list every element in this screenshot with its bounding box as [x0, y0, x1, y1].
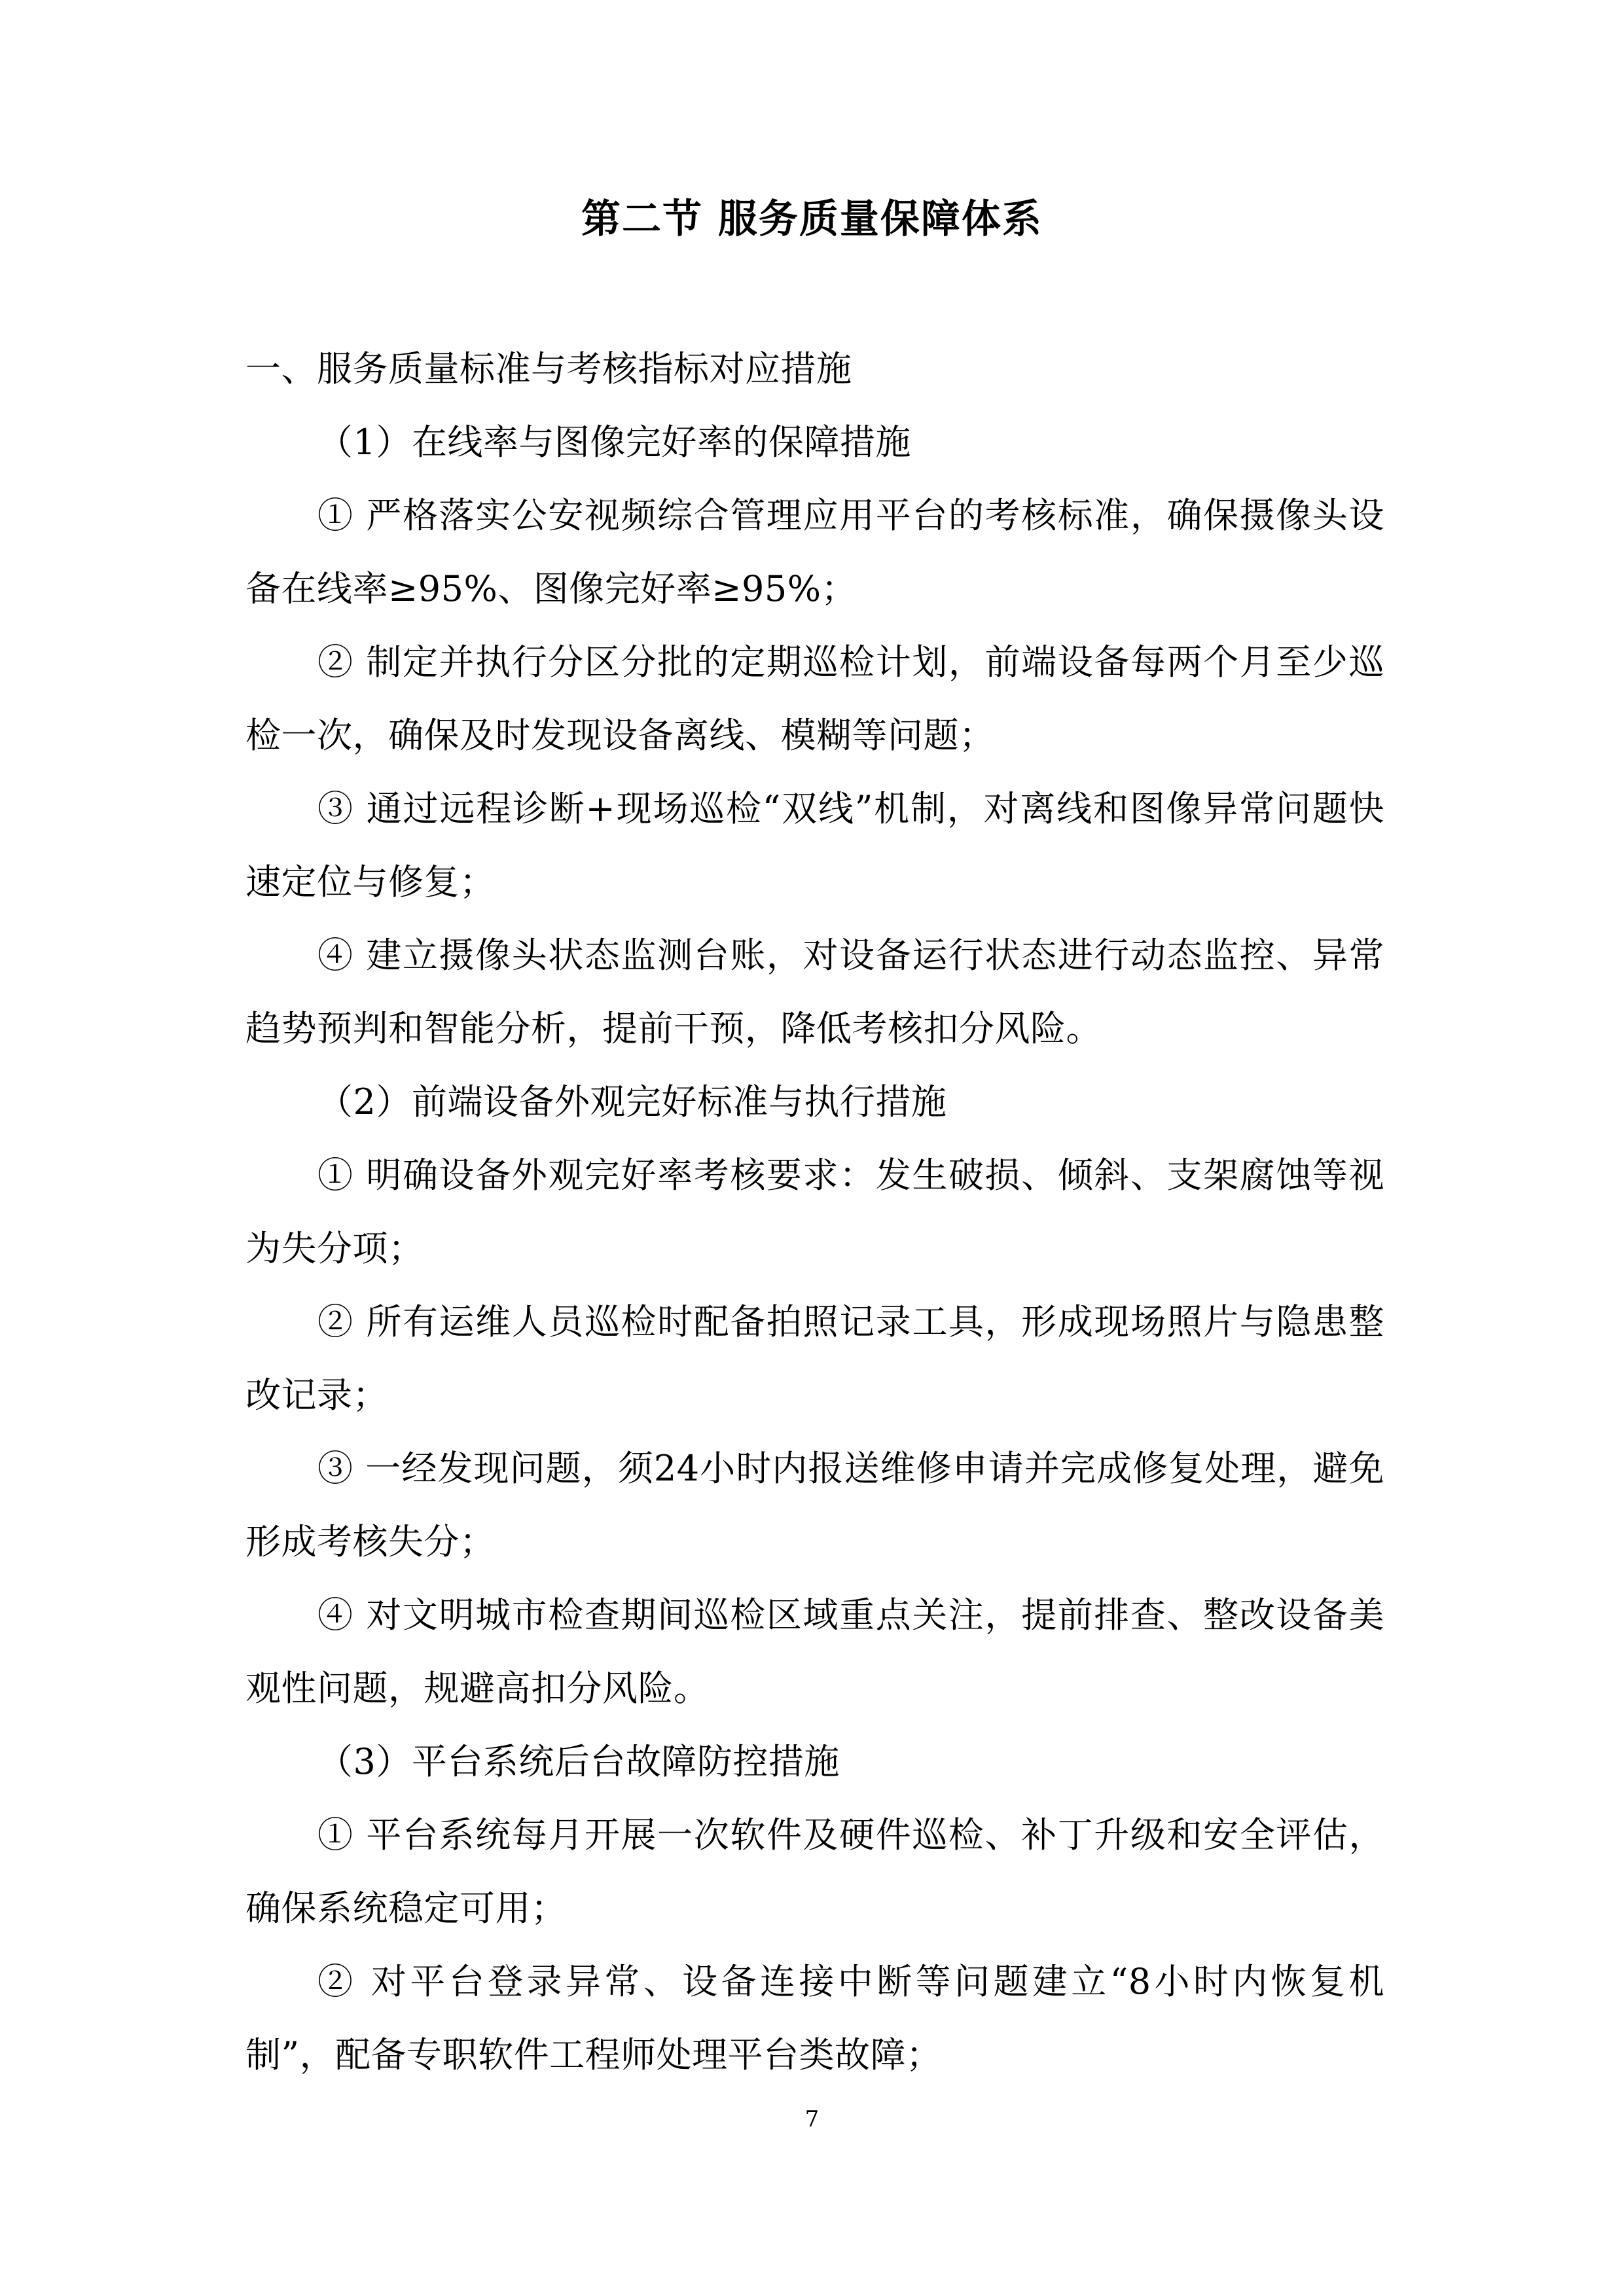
paragraph-2-2: ② 所有运维人员巡检时配备拍照记录工具，形成现场照片与隐患整改记录； — [245, 1301, 1384, 1416]
paragraph-1-2: ② 制定并执行分区分批的定期巡检计划，前端设备每两个月至少巡检一次，确保及时发现设备离线、模糊等问题； — [245, 641, 1384, 756]
subsection-heading-3: （3）平台系统后台故障防控措施 — [317, 1741, 840, 1782]
paragraph-2-4: ④ 对文明城市检查期间巡检区域重点关注，提前排查、整改设备美观性问题，规避高扣分风险。 — [245, 1594, 1384, 1709]
paragraph-1-4: ④ 建立摄像头状态监测台账，对设备运行状态进行动态监控、异常趋势预判和智能分析，提前干预，降低考核扣分风险。 — [245, 935, 1384, 1049]
paragraph-1-1: ① 严格落实公安视频综合管理应用平台的考核标准，确保摄像头设备在线率≥95%、图像完好率≥95%； — [245, 495, 1384, 609]
paragraph-1-3: ③ 通过远程诊断+现场巡检“双线”机制，对离线和图像异常问题快速定位与修复； — [245, 788, 1384, 903]
document-body — [245, 332, 1384, 2092]
page-title: 第二节 服务质量保障体系 — [581, 196, 1043, 242]
paragraph-2-3: ③ 一经发现问题，须24小时内报送维修申请并完成修复处理，避免形成考核失分； — [245, 1448, 1384, 1562]
page-number: 7 — [804, 2106, 820, 2132]
subsection-heading-1: （1）在线率与图像完好率的保障措施 — [317, 422, 911, 463]
paragraph-3-1: ① 平台系统每月开展一次软件及硬件巡检、补丁升级和安全评估，确保系统稳定可用； — [245, 1814, 1384, 1929]
paragraph-3-2: ② 对平台登录异常、设备连接中断等问题建立“8小时内恢复机制”，配备专职软件工程师处理平台类故障； — [245, 1961, 1384, 2075]
paragraph-2-1: ① 明确设备外观完好率考核要求：发生破损、倾斜、支架腐蚀等视为失分项； — [245, 1155, 1384, 1269]
subsection-heading-2: （2）前端设备外观完好标准与执行措施 — [317, 1081, 947, 1122]
section-heading: 一、服务质量标准与考核指标对应措施 — [245, 348, 852, 389]
